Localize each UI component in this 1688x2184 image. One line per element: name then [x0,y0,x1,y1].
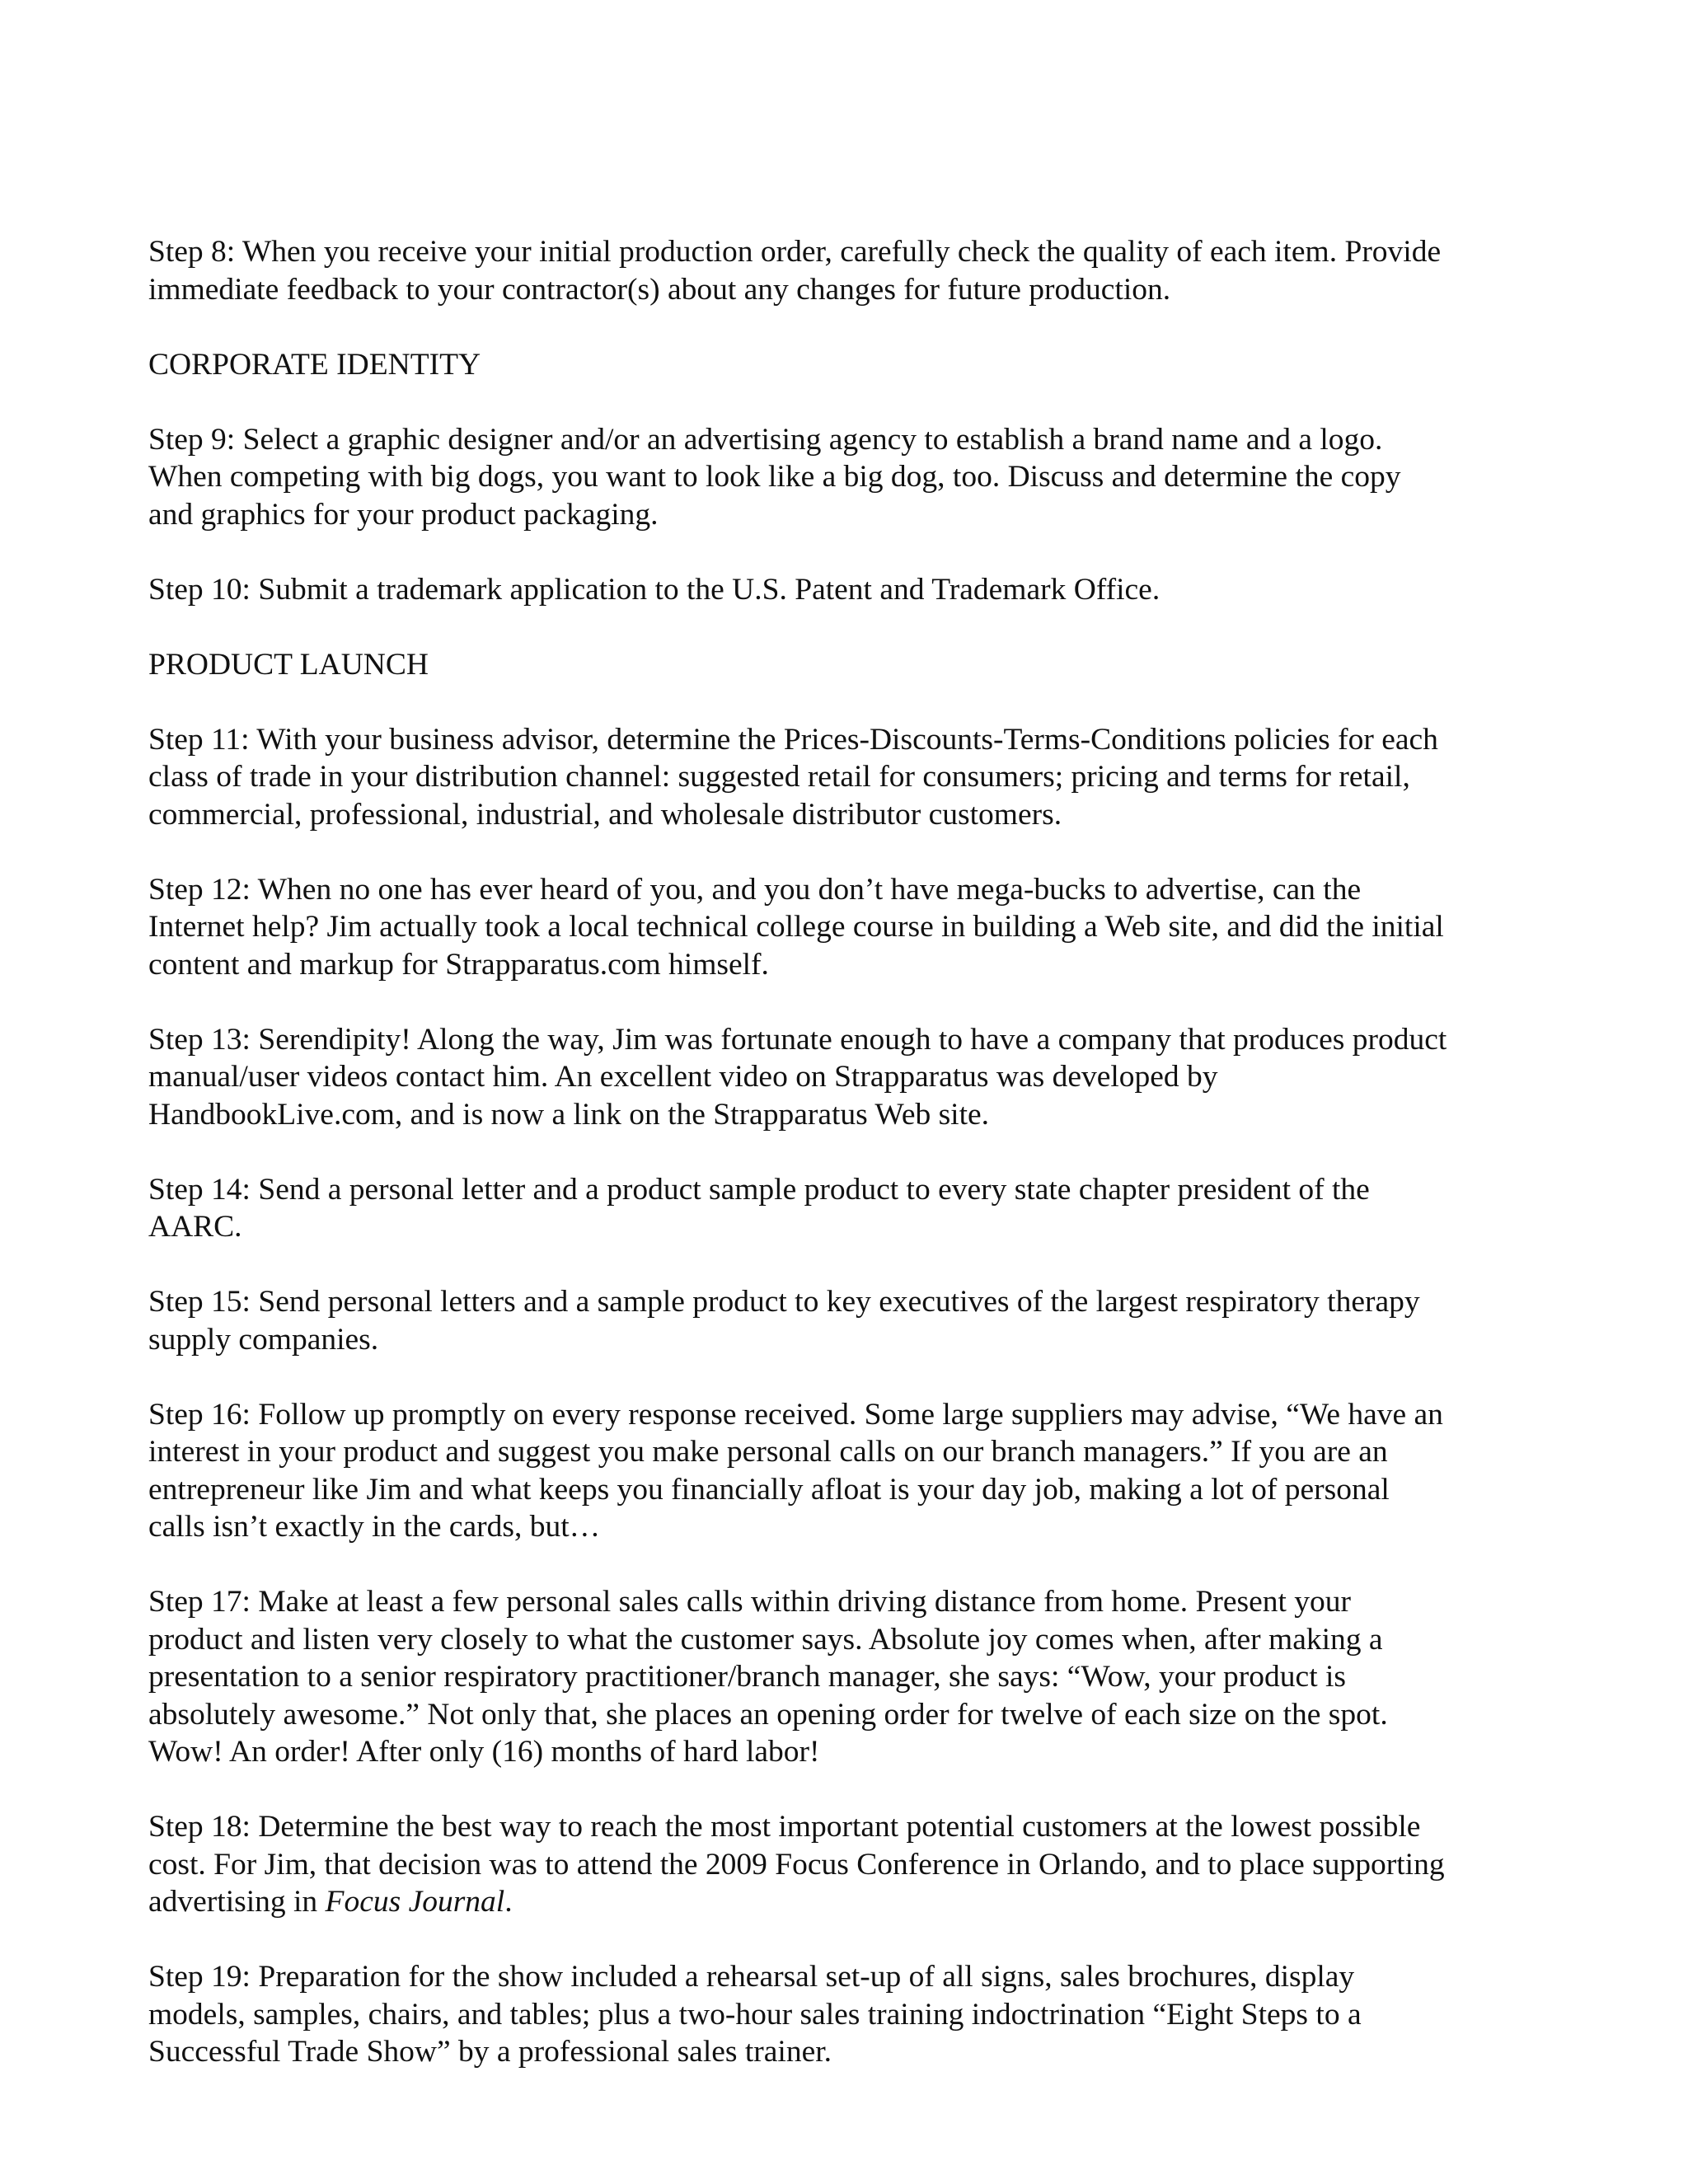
step-8-paragraph: Step 8: When you receive your initial production order, carefully check the quality of each item. Provide immediate feedback to your contractor(s) about any changes for future production. [148,235,1442,307]
step-15-paragraph: Step 15: Send personal letters and a sample product to key executives of the largest respiratory therapy supply companies. [148,1285,1420,1357]
step-17-paragraph: Step 17: Make at least a few personal sales calls within driving distance from home. Present your product and listen very closely to what the customer says. Absolute joy comes when, after making a presentation to a senior respiratory practitioner/branch manager, she says: “Wow, your product is absolutely awesome.” Not only that, she places an opening order for twelve of each size on the spot. Wow! An order! After only (16) months of hard labor! [148,1585,1388,1769]
step-19-paragraph: Step 19: Preparation for the show included a rehearsal set-up of all signs, sales brochures, display models, samples, chairs, and tables; plus a two-hour sales training indoctrination “Eight Steps to a Successful Trade Show” by a professional sales trainer. [148,1960,1362,2069]
step-13-paragraph: Step 13: Serendipity! Along the way, Jim was fortunate enough to have a company that produces product manual/user videos contact him. An excellent video on Strapparatus was developed by HandbookLive.com, and is now a link on the Strapparatus Web site. [148,1022,1447,1132]
step-9-paragraph: Step 9: Select a graphic designer and/or an advertising agency to establish a brand name and a logo. When competing with big dogs, you want to look like a big dog, too. Discuss and determine the copy and graphics for your product packaging. [148,422,1401,532]
step-12-paragraph: Step 12: When no one has ever heard of you, and you don’t have mega-bucks to advertise, can the Internet help? Jim actually took a local technical college course in building a Web site, and did the initial content and markup for Strapparatus.com himself. [148,872,1444,982]
step-10-paragraph: Step 10: Submit a trademark application to the U.S. Patent and Trademark Office. [148,572,1160,607]
heading-corporate-identity: CORPORATE IDENTITY [148,347,481,382]
step-16-paragraph: Step 16: Follow up promptly on every response received. Some large suppliers may advise, “We have an interest in your product and suggest you make personal calls on our branch managers.” If you are an entrepreneur like Jim and what keeps you financially afloat is your day job, making a lot of personal calls isn’t exactly in the cards, but… [148,1397,1443,1544]
step-18-end: . [504,1885,513,1919]
document-page [148,233,1541,2108]
heading-product-launch: PRODUCT LAUNCH [148,647,429,682]
step-18-paragraph [148,1808,1541,1921]
focus-journal-title: Focus Journal [325,1885,505,1919]
step-14-paragraph: Step 14: Send a personal letter and a product sample product to every state chapter president of the AARC. [148,1172,1370,1244]
step-11-paragraph: Step 11: With your business advisor, determine the Prices-Discounts-Terms-Conditions policies for each class of trade in your distribution channel: suggested retail for consumers; pricing and terms for retail, commercial, professional, industrial, and wholesale distributor customers. [148,722,1438,832]
step-18-text: Step 18: Determine the best way to reach the most important potential customers at the lowest possible cost. For Jim, that decision was to attend the 2009 Focus Conference in Orlando, and to place supporting advertising in [148,1810,1445,1919]
